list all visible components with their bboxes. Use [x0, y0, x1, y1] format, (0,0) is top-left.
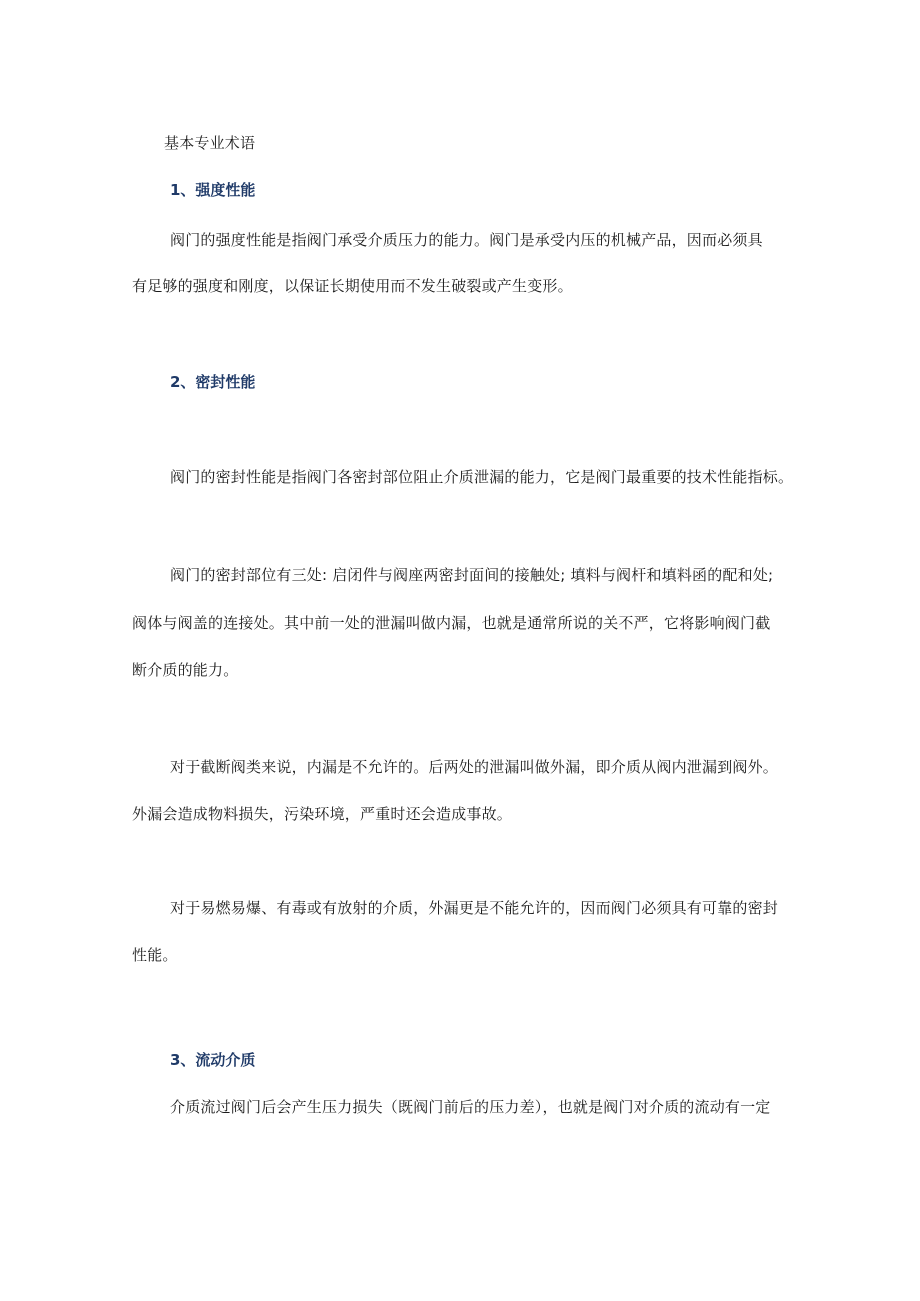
- paragraph-line: 阀体与阀盖的连接处。其中前一处的泄漏叫做内漏，也就是通常所说的关不严，它将影响阀门截: [132, 614, 771, 632]
- section-heading-sealing: 2、密封性能: [170, 373, 256, 391]
- paragraph-line: 介质流过阀门后会产生压力损失（既阀门前后的压力差），也就是阀门对介质的流动有一定: [170, 1098, 771, 1116]
- paragraph-line: 有足够的强度和刚度，以保证长期使用而不发生破裂或产生变形。: [132, 277, 573, 295]
- paragraph-line: 对于截断阀类来说，内漏是不允许的。后两处的泄漏叫做外漏，即介质从阀内泄漏到阀外。: [170, 758, 779, 776]
- paragraph-line: 性能。: [132, 946, 178, 964]
- section-heading-flow-medium: 3、流动介质: [170, 1051, 256, 1069]
- paragraph-line: 对于易燃易爆、有毒或有放射的介质，外漏更是不能允许的，因而阀门必须具有可靠的密封: [170, 899, 779, 917]
- paragraph-line: 断介质的能力。: [132, 661, 239, 679]
- paragraph-line: 外漏会造成物料损失，污染环境，严重时还会造成事故。: [132, 805, 513, 823]
- document-title: 基本专业术语: [164, 134, 256, 152]
- paragraph-line: 阀门的强度性能是指阀门承受介质压力的能力。阀门是承受内压的机械产品，因而必须具: [170, 231, 763, 249]
- paragraph-line: 阀门的密封性能是指阀门各密封部位阻止介质泄漏的能力，它是阀门最重要的技术性能指标。: [170, 468, 794, 486]
- section-heading-strength: 1、强度性能: [170, 181, 256, 199]
- paragraph-line: 阀门的密封部位有三处: 启闭件与阀座两密封面间的接触处; 填料与阀杆和填料函的配和处;: [170, 566, 774, 584]
